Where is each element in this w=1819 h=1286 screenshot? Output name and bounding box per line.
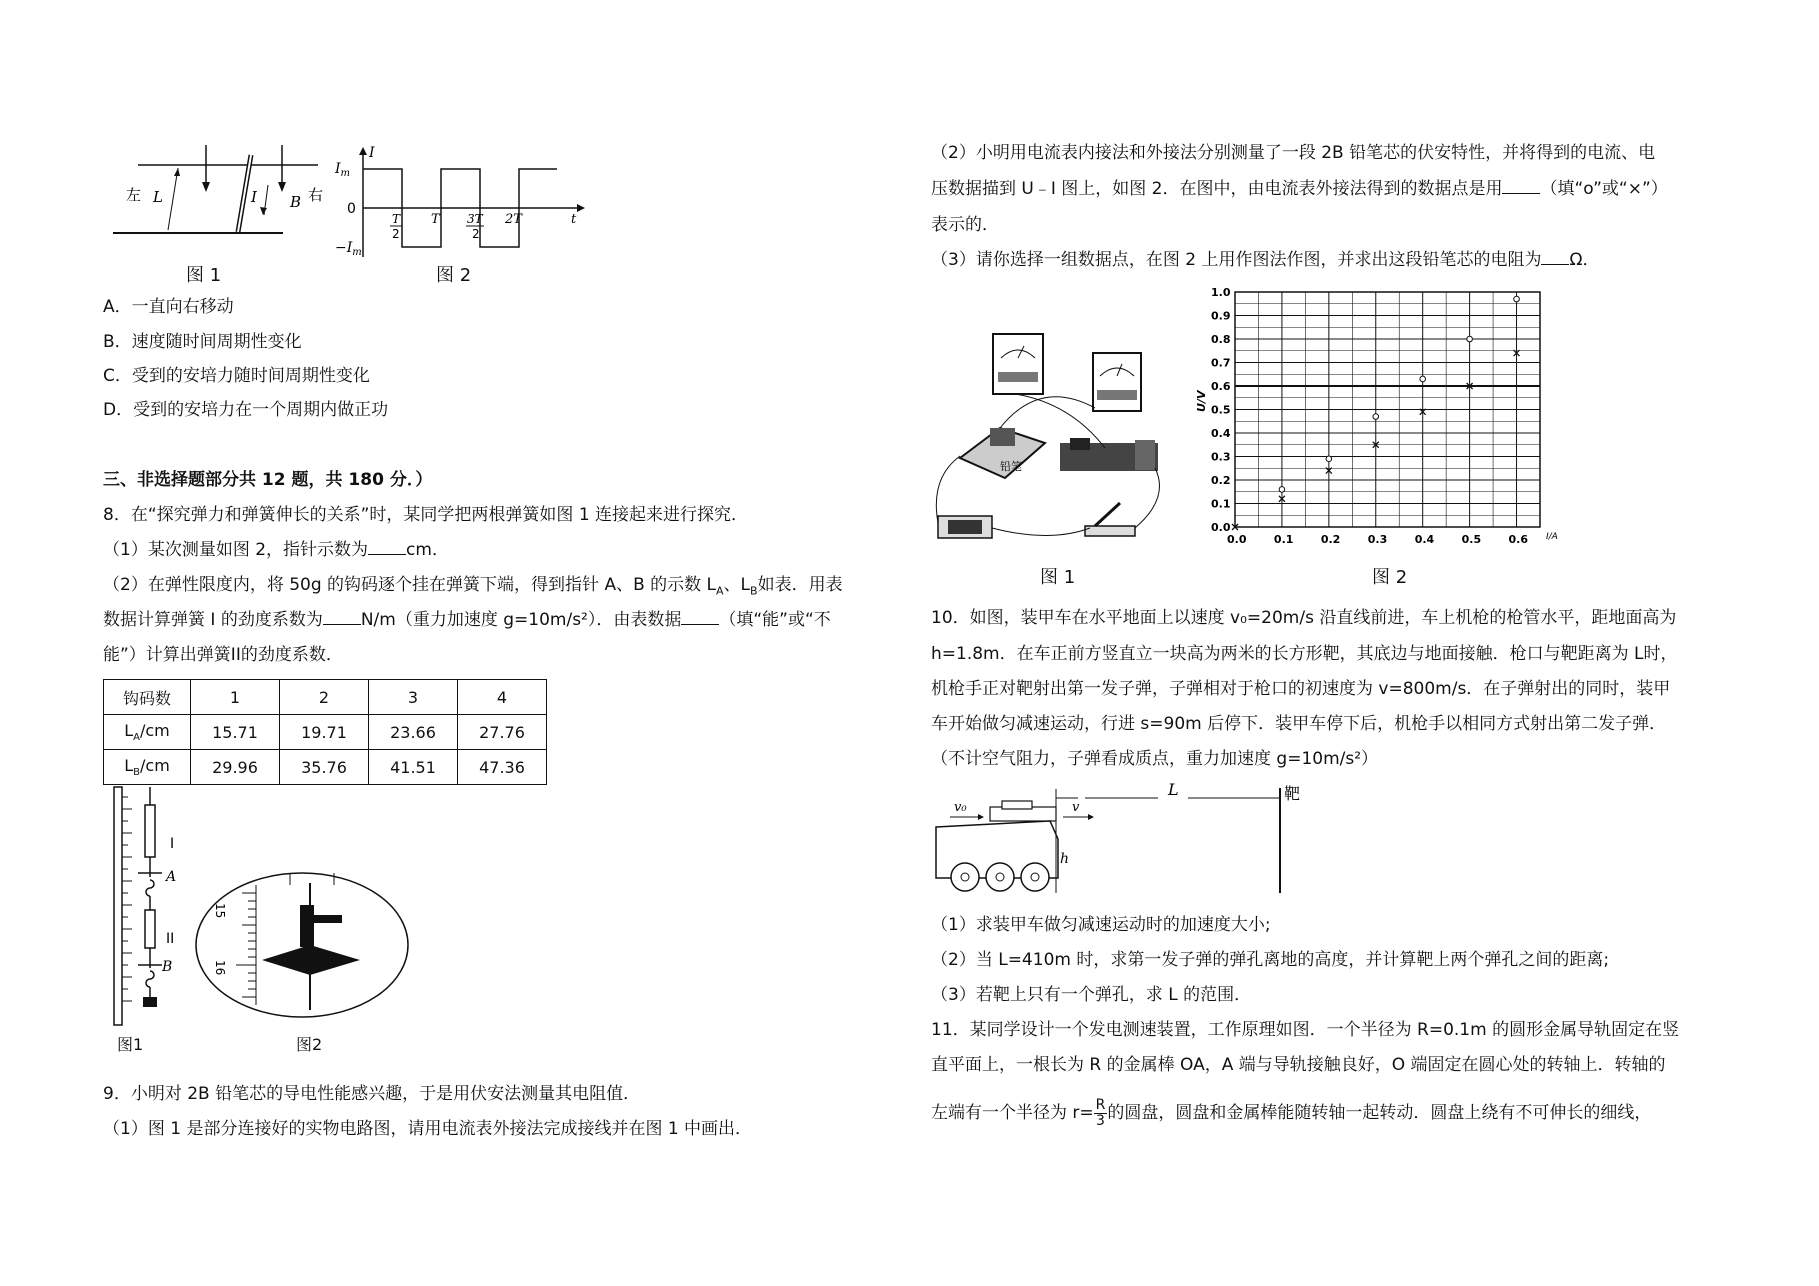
x-tick-label: 0.6: [1508, 533, 1529, 546]
q9-part3: （3）请你选择一组数据点，在图 2 上用作图法作图，并求出这段铅笔芯的电阻为 Ω．: [931, 243, 1599, 278]
spring-label-II: II: [166, 931, 175, 947]
ammeter-icon: [1093, 353, 1141, 411]
q7-option-b: B．速度随时间周期性变化: [103, 332, 302, 352]
q7-fig1-caption: 图 1: [186, 265, 222, 286]
q10-line1: 10．如图，装甲车在水平地面上以速度 v₀=20m/s 沿直线前进，车上机枪的枪管水平，距地面高为: [931, 608, 1677, 628]
q10-line4: 车开始做匀减速运动，行进 s=90m 后停下．装甲车停下后，机枪手以相同方式射出第二发子弹．: [931, 714, 1667, 734]
y-tick-label: 0.1: [1211, 497, 1231, 511]
q9-part2-line1: （2）小明用电流表内接法和外接法分别测量了一段 2B 铅笔芯的伏安特性，并将得到的电流、电: [931, 143, 1656, 163]
fig2-tick-T: T: [431, 212, 440, 227]
fig2-tick-3T2-num: 3T: [467, 212, 483, 226]
fraction-R-over-3: $\frac{R}{3}$: [1095, 1096, 1106, 1129]
circuit-label-pencil: 铅笔: [1000, 460, 1022, 473]
answer-blank[interactable]: [323, 606, 361, 625]
q7-option-a: A．一直向右移动: [103, 297, 234, 317]
q11-line2: 直平面上，一根长为 R 的金属棒 OA，A 端与导轨接触良好，O 端固定在圆心处的转轴上．转轴的: [931, 1055, 1666, 1075]
spring-label-I: I: [170, 836, 175, 852]
rheostat-icon: [960, 428, 1045, 478]
height-h: h: [1060, 851, 1070, 867]
q8-part2-line1: （2）在弹性限度内，将 50g 的钩码逐个挂在弹簧下端，得到指针 A、B 的示数 $L_A$、$L_B$如表．用表: [103, 575, 843, 598]
battery-icon: [938, 516, 992, 538]
q9-fig1-caption: 图 1: [1040, 567, 1076, 588]
q10-sub3: （3）若靶上只有一个弹孔，求 L 的范围．: [931, 985, 1252, 1005]
data-point-circle: [1467, 336, 1473, 342]
x-tick-label: 0.0: [1227, 533, 1247, 546]
table-row: $L_B/cm$ 29.96 35.76 41.51 47.36: [104, 750, 547, 785]
x-tick-label: 0.5: [1461, 533, 1482, 546]
fig1-label-B: B: [290, 193, 302, 211]
fig2-tick-3T2-den: 2: [472, 227, 480, 241]
q8-spring-figure: [110, 785, 200, 1030]
ruler-tick-16: 16: [213, 960, 227, 976]
y-tick-label: 0.4: [1211, 427, 1231, 440]
answer-blank[interactable]: [1502, 175, 1540, 194]
q10-line5: （不计空气阻力，子弹看成质点，重力加速度 g=10m/s²）: [931, 749, 1379, 769]
x-tick-label: 0.1: [1273, 533, 1294, 546]
fig2-label-Im: $I_m$: [335, 161, 351, 179]
velocity-v: v: [1072, 800, 1080, 815]
table-row: $L_A/cm$ 15.71 19.71 23.66 27.76: [104, 715, 547, 750]
q8-stem: 8．在“探究弹力和弹簧伸长的关系”时，某同学把两根弹簧如图 1 连接起来进行探究．: [103, 505, 749, 525]
y-tick-label: 1.0: [1211, 286, 1231, 299]
q11-line1: 11．某同学设计一个发电测速装置，工作原理如图．一个半径为 R=0.1m 的圆形金属导轨固定在竖: [931, 1020, 1680, 1040]
fig2-tick-T2-den: 2: [392, 227, 400, 241]
voltmeter-icon: [993, 334, 1043, 394]
q10-armored-car-figure: [930, 783, 1300, 903]
q11-line3: 左端有一个半径为 r= $\frac{R}{3}$ 的圆盘，圆盘和金属棒能随转轴一起转动．圆盘上绕有不可伸长的细线，: [931, 1096, 1652, 1129]
q7-figure-rails: [108, 140, 323, 255]
q8-part1: （1）某次测量如图 2，指针示数为 cm．: [103, 533, 449, 568]
y-axis-label: U/V: [1195, 390, 1208, 412]
data-point-circle: [1326, 456, 1332, 462]
q8-part2-line3: 能”）计算出弹簧II的劲度系数．: [103, 645, 343, 665]
q10-sub1: （1）求装甲车做匀减速运动时的加速度大小;: [931, 915, 1271, 935]
fig1-label-left: 左: [126, 186, 142, 204]
velocity-v0: v₀: [954, 800, 967, 815]
q8-fig2-caption: 图2: [296, 1035, 323, 1054]
q10-line2: h=1.8m．在车正前方竖直立一块高为两米的长方形靶，其底边与地面接触．枪口与靶距离为 L时，: [931, 644, 1678, 664]
fig2-axis-t: t: [571, 212, 577, 227]
y-tick-label: 0.0: [1211, 521, 1231, 534]
y-tick-label: 0.8: [1211, 333, 1231, 346]
q9-part2-line2: 压数据描到 U﹣I 图上，如图 2．在图中，由电流表外接法得到的数据点是用 （填“o”或“×”）: [931, 172, 1668, 207]
y-tick-label: 0.9: [1211, 309, 1231, 323]
section3-heading: 三、非选择题部分共 12 题，共 180 分．）: [103, 470, 433, 490]
answer-blank[interactable]: [1541, 246, 1569, 265]
fig2-tick-T2-num: T: [392, 212, 401, 226]
y-tick-label: 0.7: [1211, 356, 1231, 370]
fig1-label-right: 右: [308, 186, 323, 204]
fig2-label-zero: 0: [347, 201, 356, 217]
target-distance-L: L: [1168, 783, 1179, 799]
y-tick-label: 0.3: [1211, 450, 1231, 464]
y-tick-label: 0.6: [1211, 380, 1231, 393]
spring-label-A: A: [166, 869, 177, 885]
data-point-circle: [1279, 487, 1285, 493]
q8-fig1-caption: 图1: [117, 1035, 144, 1054]
x-axis-label: I/A: [1546, 532, 1558, 542]
q7-option-d: D．受到的安培力在一个周期内做正功: [103, 400, 389, 420]
q7-fig2-caption: 图 2: [436, 265, 472, 286]
spring-label-B: B: [162, 959, 173, 975]
q10-line3: 机枪手正对靶射出第一发子弹，子弹相对于枪口的初速度为 v=800m/s．在子弹射出的同时，装甲: [931, 679, 1671, 699]
q8-part2-line2: 数据计算弹簧 I 的劲度系数为 N/m（重力加速度 g=10m/s²）．由表数据 （填“能”或“不: [103, 603, 831, 638]
y-tick-label: 0.2: [1211, 474, 1231, 487]
x-tick-label: 0.4: [1414, 533, 1435, 546]
fig2-label-negIm: $-I_m$: [335, 240, 362, 258]
q7-figure-current-wave: [335, 145, 585, 260]
answer-blank[interactable]: [368, 536, 406, 555]
fig1-label-L: L: [153, 188, 163, 206]
data-point-circle: [1420, 376, 1426, 382]
q9-part2-line3: 表示的．: [931, 215, 999, 235]
data-point-circle: [1373, 414, 1379, 420]
q7-option-c: C．受到的安培力随时间周期性变化: [103, 366, 370, 386]
data-point-circle: [1514, 296, 1520, 302]
switch-icon: [1085, 503, 1135, 536]
target-label: 靶: [1284, 784, 1300, 803]
fig2-tick-2T: 2T: [505, 212, 522, 227]
answer-blank[interactable]: [681, 606, 719, 625]
x-tick-label: 0.2: [1320, 533, 1341, 546]
q9-part1: （1）图 1 是部分连接好的实物电路图，请用电流表外接法完成接线并在图 1 中画出．: [103, 1119, 753, 1139]
ruler-tick-15: 15: [213, 903, 227, 919]
table-header-row: 钩码数 1 2 3 4: [104, 680, 547, 715]
q9-circuit-figure: [930, 328, 1170, 543]
pencil-lead-holder-icon: [1060, 438, 1158, 471]
q10-sub2: （2）当 L=410m 时，求第一发子弹的弹孔离地的高度，并计算靶上两个弹孔之间的距离;: [931, 950, 1610, 970]
x-tick-label: 0.3: [1367, 533, 1388, 546]
q9-stem: 9．小明对 2B 铅笔芯的导电性能感兴趣，于是用伏安法测量其电阻值．: [103, 1084, 641, 1104]
q8-data-table: [103, 679, 547, 785]
y-tick-label: 0.5: [1211, 403, 1231, 417]
fig2-axis-I: I: [369, 145, 375, 161]
q9-fig2-caption: 图 2: [1372, 567, 1408, 588]
q9-ui-chart: [1195, 282, 1565, 567]
q8-pointer-reading-figure: [192, 865, 412, 1020]
fig1-label-I: I: [251, 188, 257, 206]
